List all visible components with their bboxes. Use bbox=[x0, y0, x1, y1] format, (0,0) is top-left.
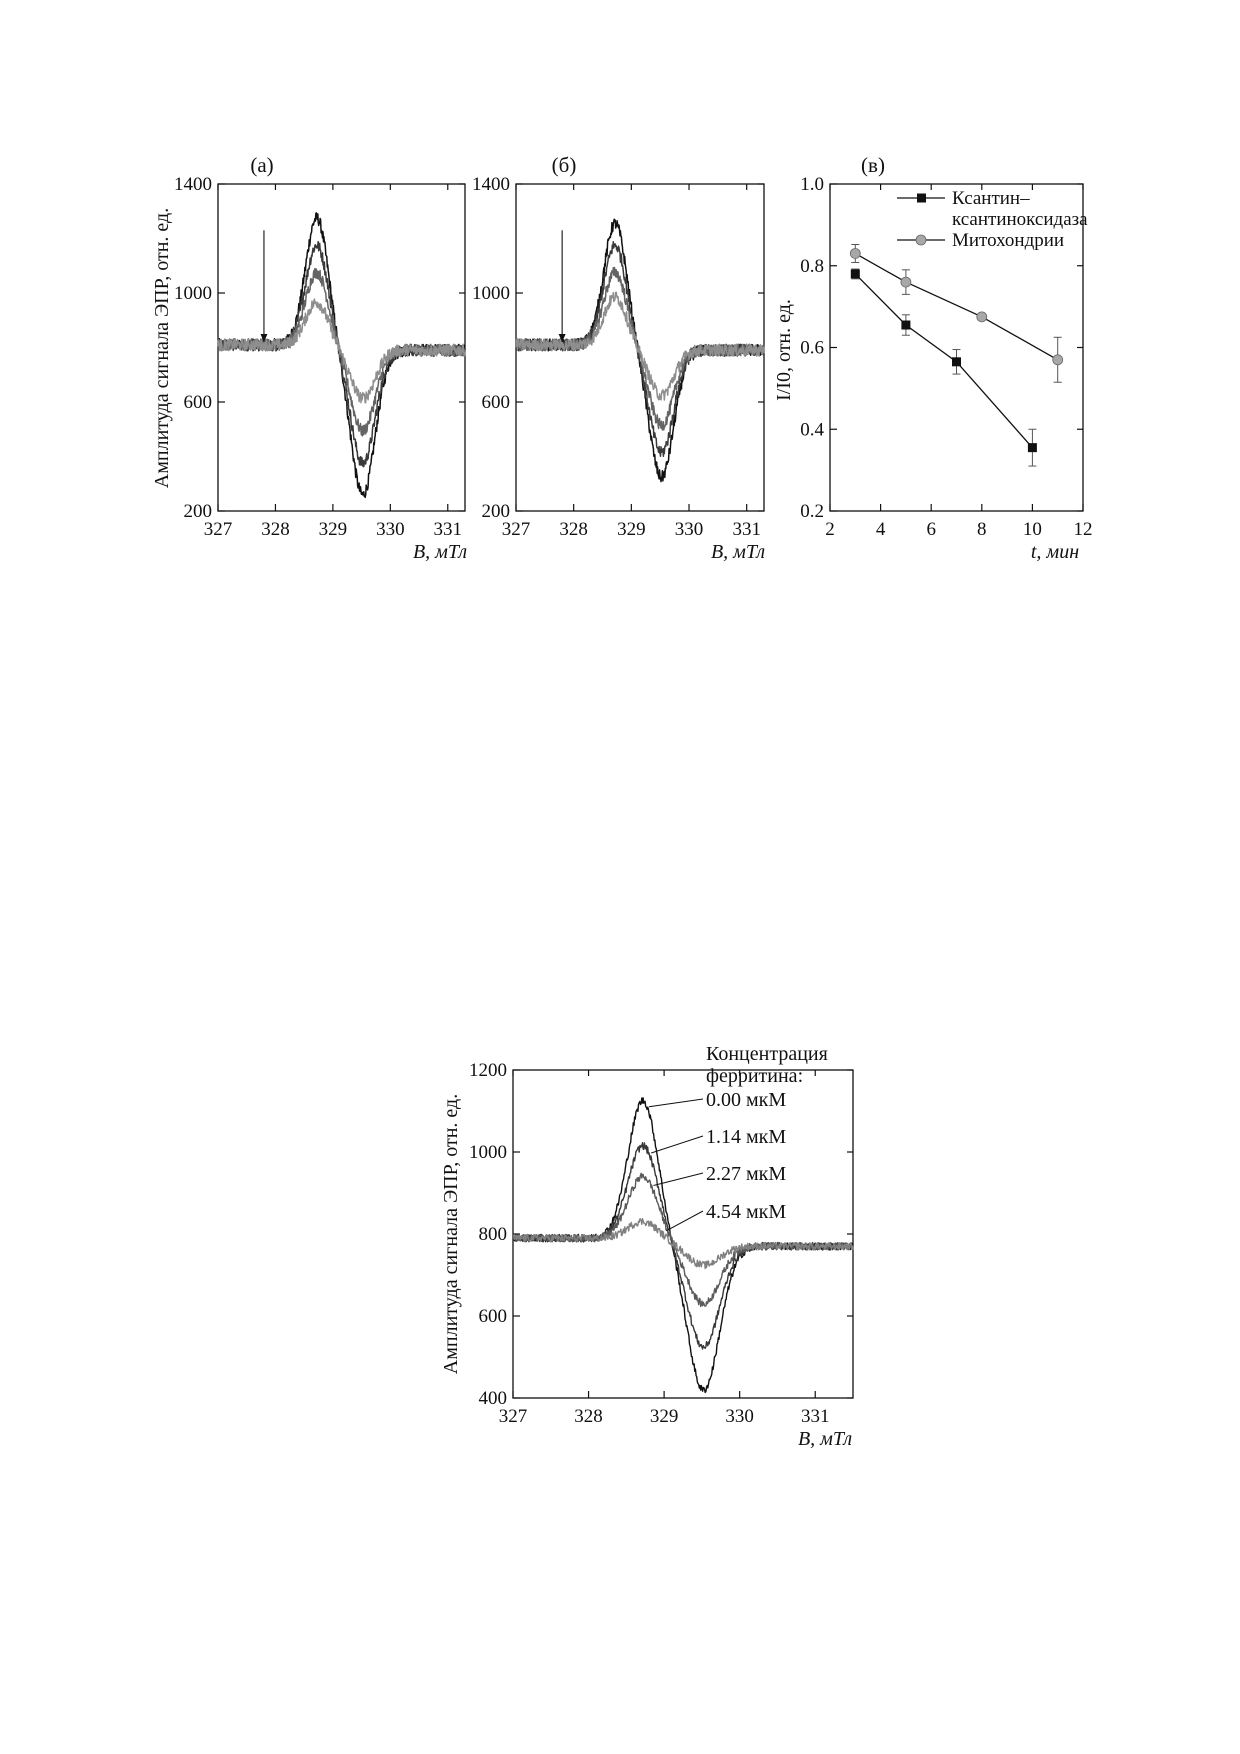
data-point-circle bbox=[901, 277, 911, 287]
legend-label: ксантиноксидаза bbox=[952, 209, 1088, 230]
epr-spectrum-line-4 bbox=[218, 299, 465, 403]
x-tick-label: 330 bbox=[376, 519, 405, 540]
x-tick-label: 330 bbox=[725, 1406, 754, 1427]
chart-panel-b bbox=[472, 153, 765, 563]
y-tick-label: 1400 bbox=[174, 174, 212, 195]
x-tick-label: 328 bbox=[261, 519, 290, 540]
panel-label-b: (б) bbox=[551, 153, 577, 177]
x-tick-label: 6 bbox=[926, 519, 936, 540]
y-tick-label: 200 bbox=[183, 501, 212, 522]
y-tick-label: 400 bbox=[478, 1388, 507, 1409]
y-tick-label: 600 bbox=[481, 392, 510, 413]
x-tick-label: 329 bbox=[318, 519, 348, 540]
x-axis-label-b: B, мТл bbox=[710, 541, 766, 563]
y-tick-label: 0.4 bbox=[800, 419, 824, 441]
concentration-label: 0.00 мкМ bbox=[706, 1089, 787, 1111]
chart-panel-a bbox=[151, 153, 467, 563]
panel-label-c: (в) bbox=[861, 153, 885, 177]
data-point-circle bbox=[977, 312, 987, 322]
x-tick-label: 328 bbox=[559, 519, 588, 540]
y-axis-label-a: Амплитуда сигнала ЭПР, отн. ед. bbox=[151, 207, 173, 489]
x-tick-label: 331 bbox=[433, 519, 463, 540]
arrow-annotation-b bbox=[559, 230, 566, 342]
x-axis-label-d: B, мТл bbox=[797, 1428, 853, 1450]
y-tick-label: 0.8 bbox=[800, 255, 824, 277]
arrow-annotation-a bbox=[260, 230, 267, 342]
legend-label: Ксантин– bbox=[952, 188, 1030, 209]
x-tick-label: 10 bbox=[1022, 519, 1042, 540]
leader-line bbox=[651, 1136, 703, 1153]
legend-marker-circle bbox=[916, 235, 926, 245]
y-tick-label: 800 bbox=[478, 1224, 507, 1245]
series-group-b bbox=[516, 219, 764, 481]
y-tick-label: 600 bbox=[183, 392, 212, 413]
legend-label: Митохондрии bbox=[952, 230, 1065, 251]
x-tick-label: 329 bbox=[617, 519, 646, 540]
x-axis-label-a: B, мТл bbox=[412, 541, 468, 563]
series-group-c bbox=[850, 244, 1062, 466]
y-tick-label: 1000 bbox=[472, 283, 510, 304]
legend-marker-square bbox=[917, 194, 926, 203]
x-axis-a bbox=[204, 184, 462, 540]
chart-panel-ferritin bbox=[440, 1043, 853, 1450]
x-axis-label-c: t, мин bbox=[1030, 541, 1080, 563]
plot-frame-d bbox=[513, 1070, 853, 1398]
data-point-square bbox=[952, 357, 961, 366]
x-axis-b bbox=[502, 184, 761, 540]
x-tick-label: 327 bbox=[203, 519, 233, 540]
data-point-square bbox=[851, 269, 860, 278]
x-tick-label: 4 bbox=[875, 519, 886, 540]
chart-panel-c bbox=[773, 153, 1093, 563]
y-axis-label-d: Амплитуда сигнала ЭПР, отн. ед. bbox=[440, 1093, 462, 1375]
data-point-circle bbox=[850, 248, 860, 258]
x-tick-label: 12 bbox=[1073, 519, 1093, 540]
y-tick-label: 600 bbox=[478, 1306, 507, 1327]
legend-c bbox=[897, 188, 1088, 251]
concentration-label: 2.27 мкМ bbox=[706, 1163, 787, 1185]
x-tick-label: 2 bbox=[825, 519, 835, 540]
panel-label-a: (а) bbox=[250, 153, 274, 177]
x-tick-label: 8 bbox=[977, 519, 987, 540]
data-point-square bbox=[901, 321, 910, 330]
leader-line bbox=[649, 1099, 703, 1107]
epr-spectrum-line-4 bbox=[513, 1219, 853, 1269]
y-tick-label: 1000 bbox=[174, 283, 212, 304]
x-tick-label: 327 bbox=[498, 1406, 528, 1427]
x-tick-label: 331 bbox=[800, 1406, 830, 1427]
concentration-label: 4.54 мкМ bbox=[706, 1201, 787, 1223]
y-tick-label: 1200 bbox=[469, 1060, 507, 1081]
epr-spectrum-line-4 bbox=[516, 292, 764, 400]
x-tick-label: 329 bbox=[649, 1406, 679, 1427]
concentration-labels bbox=[649, 1043, 828, 1231]
y-tick-label: 1000 bbox=[469, 1142, 507, 1163]
series-group-a bbox=[218, 213, 465, 498]
x-tick-label: 327 bbox=[501, 519, 531, 540]
y-tick-label: 200 bbox=[481, 501, 510, 522]
x-tick-label: 331 bbox=[732, 519, 761, 540]
data-point-circle bbox=[1053, 355, 1063, 365]
x-tick-label: 328 bbox=[574, 1406, 603, 1427]
data-point-square bbox=[1028, 443, 1037, 452]
y-tick-label: 0.2 bbox=[800, 501, 824, 522]
concentration-label: 1.14 мкМ bbox=[706, 1126, 787, 1148]
x-tick-label: 330 bbox=[674, 519, 704, 540]
series-line-2 bbox=[855, 253, 1057, 359]
legend-title: Концентрация bbox=[706, 1043, 828, 1065]
leader-line bbox=[666, 1211, 703, 1231]
y-tick-label: 0.6 bbox=[800, 337, 824, 359]
y-axis-label-c: I/I0, отн. ед. bbox=[773, 299, 795, 401]
legend-title: ферритина: bbox=[706, 1065, 804, 1087]
y-tick-label: 1400 bbox=[472, 174, 510, 195]
y-tick-label: 1.0 bbox=[800, 174, 824, 195]
